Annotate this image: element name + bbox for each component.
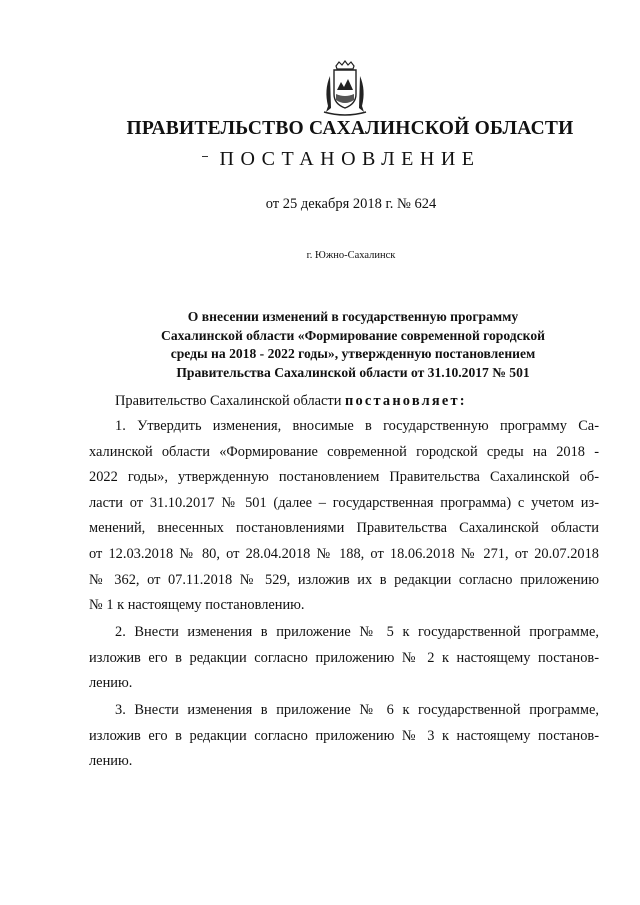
paragraph-line: от 12.03.2018 № 80, от 28.04.2018 № 188, от 18.06.2018 № 271, от 20.07.2018	[89, 545, 599, 562]
paragraph-line: 2. Внести изменения в приложение № 5 к государственной программе,	[115, 624, 599, 640]
paragraph-line: 3. Внести изменения в приложение № 6 к государственной программе,	[115, 702, 599, 718]
paragraph-line: № 1 к настоящему постановлению.	[89, 597, 305, 614]
paragraph-line: лению.	[89, 753, 133, 770]
coat-of-arms-icon	[318, 60, 372, 118]
document-subject	[118, 308, 588, 382]
paragraph-3	[89, 698, 599, 775]
subject-line: Сахалинской области «Формирование современной городской	[161, 327, 545, 343]
document-type	[0, 148, 640, 171]
paragraph-line: № 362, от 07.11.2018 № 529, изложив их в редакции согласно приложению	[89, 571, 599, 588]
paragraph-line: ласти от 31.10.2017 № 501 (далее – государственная программа) с учетом из-	[89, 494, 599, 511]
paragraph-line: халинской области «Формирование современной городской среды на 2018 -	[89, 443, 599, 460]
document-date-number: от 25 декабря 2018 г. № 624	[265, 196, 437, 212]
subject-line: Правительства Сахалинской области от 31.10.2017 № 501	[176, 364, 530, 380]
paragraph-line: изложив его в редакции согласно приложению № 2 к настоящему постанов-	[89, 649, 599, 666]
preamble-decrees: постановляет:	[345, 393, 467, 409]
paragraph-line: лению.	[89, 675, 133, 692]
subject-line: среды на 2018 - 2022 годы», утвержденную постановлением	[170, 346, 536, 361]
paragraph-line: изложив его в редакции согласно приложению № 3 к настоящему постанов-	[89, 727, 599, 744]
paragraph-line: 1. Утвердить изменения, вносимые в государственную программу Са-	[115, 418, 599, 434]
paragraph-line: 2022 годы», утвержденную постановлением Правительства Сахалинской об-	[89, 469, 599, 486]
subject-line: О внесении изменений в государственную программу	[187, 309, 519, 324]
document-type-label: ПОСТАНОВЛЕНИЕ	[219, 148, 481, 170]
preamble	[89, 389, 625, 415]
decorative-dash	[202, 156, 208, 157]
preamble-text: Правительство Сахалинской области	[115, 393, 345, 409]
government-title: ПРАВИТЕЛЬСТВО САХАЛИНСКОЙ ОБЛАСТИ	[126, 118, 574, 139]
document-city: г. Южно-Сахалинск	[306, 250, 396, 261]
paragraph-2	[89, 620, 599, 697]
paragraph-line: менений, внесенных постановлениями Правительства Сахалинской области	[89, 520, 599, 537]
paragraph-1	[89, 414, 599, 619]
